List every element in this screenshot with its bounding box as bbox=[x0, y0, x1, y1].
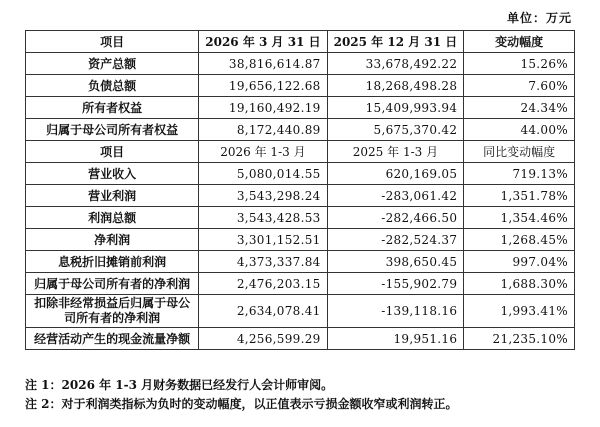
cell-value: 19,656,122.68 bbox=[199, 75, 327, 97]
cell-value: -155,902.79 bbox=[327, 273, 464, 295]
row-label: 所有者权益 bbox=[26, 97, 199, 119]
table-row bbox=[26, 328, 575, 350]
cell-value: 620,169.05 bbox=[327, 163, 464, 185]
footnote-1: 注 1：2026 年 1-3 月财务数据已经发行人会计师审阅。 bbox=[25, 378, 334, 392]
table-row bbox=[26, 119, 575, 141]
cell-change: 1,268.45% bbox=[464, 229, 575, 251]
cell-value: 18,268,498.28 bbox=[327, 75, 464, 97]
row-label: 负债总额 bbox=[26, 75, 199, 97]
cell-value: 19,951.16 bbox=[327, 328, 464, 350]
cell-value: 19,160,492.19 bbox=[199, 97, 327, 119]
table-row bbox=[26, 295, 575, 328]
cell-value: -139,118.16 bbox=[327, 295, 464, 328]
table-row bbox=[26, 75, 575, 97]
table-row bbox=[26, 207, 575, 229]
cell-change: 7.60% bbox=[464, 75, 575, 97]
header-date-2025: 2025 年 12 月 31 日 bbox=[327, 31, 464, 53]
table1-header-row bbox=[26, 31, 575, 53]
cell-change: 719.13% bbox=[464, 163, 575, 185]
header-change: 变动幅度 bbox=[464, 31, 575, 53]
header-period-2025: 2025 年 1-3 月 bbox=[327, 141, 464, 163]
cell-change: 1,993.41% bbox=[464, 295, 575, 328]
table-row bbox=[26, 251, 575, 273]
cell-value: 3,301,152.51 bbox=[199, 229, 327, 251]
header-item: 项目 bbox=[26, 31, 199, 53]
financial-table bbox=[25, 30, 575, 350]
cell-change: 1,354.46% bbox=[464, 207, 575, 229]
cell-value: 4,256,599.29 bbox=[199, 328, 327, 350]
row-label: 营业利润 bbox=[26, 185, 199, 207]
cell-value: 2,476,203.15 bbox=[199, 273, 327, 295]
table2-header-row bbox=[26, 141, 575, 163]
cell-change: 15.26% bbox=[464, 53, 575, 75]
cell-value: 5,675,370.42 bbox=[327, 119, 464, 141]
cell-value: 8,172,440.89 bbox=[199, 119, 327, 141]
table-row bbox=[26, 185, 575, 207]
row-label: 营业收入 bbox=[26, 163, 199, 185]
cell-value: 15,409,993.94 bbox=[327, 97, 464, 119]
cell-value: 2,634,078.41 bbox=[199, 295, 327, 328]
row-label: 资产总额 bbox=[26, 53, 199, 75]
cell-value: 33,678,492.22 bbox=[327, 53, 464, 75]
header-date-2026: 2026 年 3 月 31 日 bbox=[199, 31, 327, 53]
row-label: 扣除非经常损益后归属于母公司所有者的净利润 bbox=[26, 295, 199, 328]
cell-value: 398,650.45 bbox=[327, 251, 464, 273]
cell-value: -283,061.42 bbox=[327, 185, 464, 207]
cell-value: 38,816,614.87 bbox=[199, 53, 327, 75]
unit-label: 单位：万元 bbox=[506, 11, 572, 25]
cell-change: 997.04% bbox=[464, 251, 575, 273]
footnotes bbox=[25, 376, 458, 414]
footnote-2: 注 2：对于利润类指标为负时的变动幅度，以正值表示亏损金额收窄或利润转正。 bbox=[25, 397, 458, 411]
header-item: 项目 bbox=[26, 141, 199, 163]
cell-change: 21,235.10% bbox=[464, 328, 575, 350]
cell-value: 4,373,337.84 bbox=[199, 251, 327, 273]
cell-change: 1,351.78% bbox=[464, 185, 575, 207]
cell-value: 5,080,014.55 bbox=[199, 163, 327, 185]
cell-value: -282,466.50 bbox=[327, 207, 464, 229]
table-row bbox=[26, 53, 575, 75]
row-label: 息税折旧摊销前利润 bbox=[26, 251, 199, 273]
cell-change: 24.34% bbox=[464, 97, 575, 119]
header-period-2026: 2026 年 1-3 月 bbox=[199, 141, 327, 163]
table-row bbox=[26, 97, 575, 119]
cell-value: 3,543,298.24 bbox=[199, 185, 327, 207]
header-yoy-change: 同比变动幅度 bbox=[464, 141, 575, 163]
table-row bbox=[26, 229, 575, 251]
row-label: 归属于母公司所有者的净利润 bbox=[26, 273, 199, 295]
cell-change: 44.00% bbox=[464, 119, 575, 141]
cell-change: 1,688.30% bbox=[464, 273, 575, 295]
row-label: 归属于母公司所有者权益 bbox=[26, 119, 199, 141]
cell-value: 3,543,428.53 bbox=[199, 207, 327, 229]
cell-value: -282,524.37 bbox=[327, 229, 464, 251]
table-row bbox=[26, 163, 575, 185]
row-label: 经营活动产生的现金流量净额 bbox=[26, 328, 199, 350]
row-label: 净利润 bbox=[26, 229, 199, 251]
row-label: 利润总额 bbox=[26, 207, 199, 229]
table-row bbox=[26, 273, 575, 295]
